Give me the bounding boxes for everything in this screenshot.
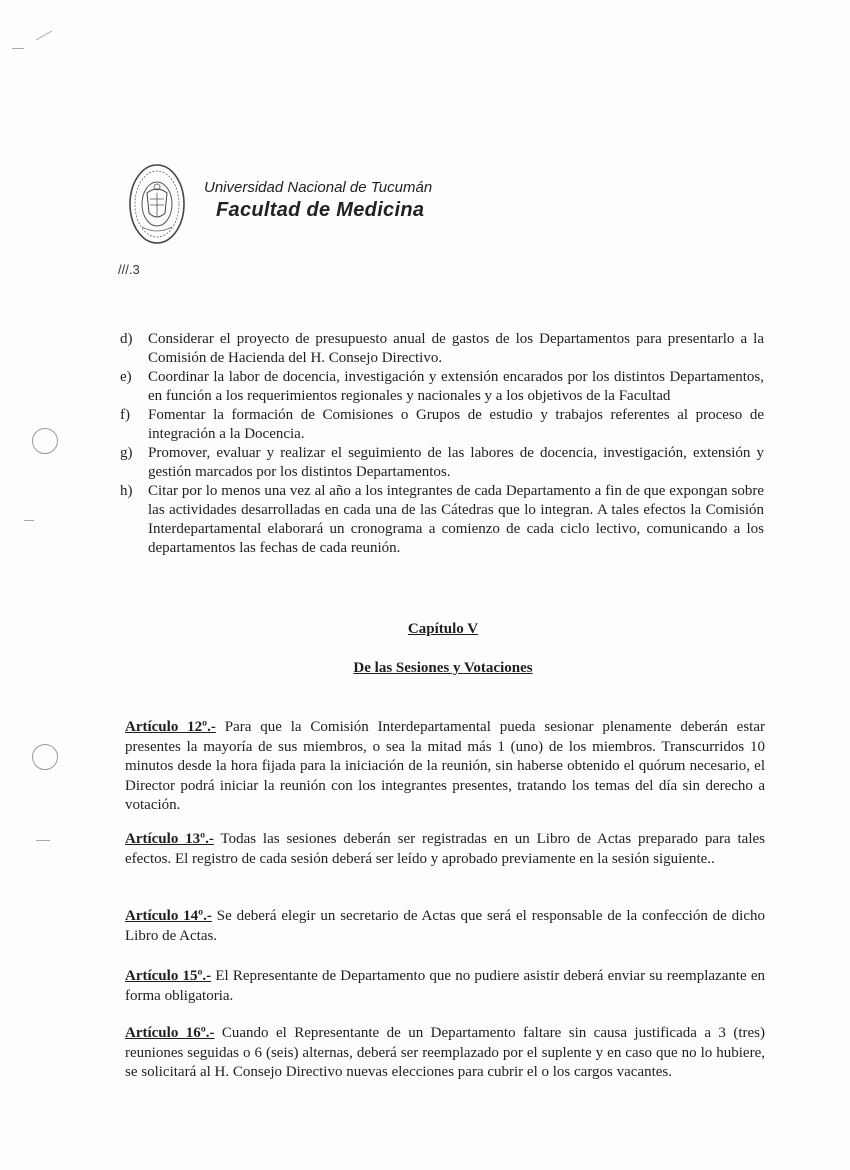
faculty-name: Facultad de Medicina xyxy=(216,199,425,221)
article-label: Artículo 16º.- xyxy=(125,1025,215,1041)
page-reference: ///.3 xyxy=(118,262,140,277)
chapter-title: Capítulo V xyxy=(407,621,479,637)
article-14 xyxy=(125,907,765,946)
article-16 xyxy=(125,1024,765,1083)
list-text: Considerar el proyecto de presupuesto anual de gastos de los Departamentos para presentarlo a la Comisión de Hacienda del H. Consejo Directivo. xyxy=(148,331,764,366)
list-text: Fomentar la formación de Comisiones o Grupos de estudio y trabajos referentes al proceso de integración a la Docencia. xyxy=(148,407,764,442)
list-text: Citar por lo menos una vez al año a los integrantes de cada Departamento a fin de que expongan sobre las actividades desarrolladas en cada una de las Cátedras que lo integran. A tales efectos la Comisión Interdepartamental elaborará un cronograma a comienzo de cada ciclo lectivo, comunicando a los departamentos las fechas de cada reunión. xyxy=(148,483,764,556)
scan-mark xyxy=(36,31,52,41)
chapter-subtitle: De las Sesiones y Votaciones xyxy=(353,660,533,676)
list-letter: f) xyxy=(120,407,130,423)
list-letter: h) xyxy=(120,483,133,499)
article-label: Artículo 12º.- xyxy=(125,719,216,735)
article-text: El Representante de Departamento que no pudiere asistir deberá enviar su reemplazante en forma obligatoria. xyxy=(125,968,765,1004)
list-item xyxy=(120,330,764,368)
list-letter: g) xyxy=(120,445,133,461)
list-item xyxy=(120,482,764,558)
article-label: Artículo 15º.- xyxy=(125,968,212,984)
article-text: Todas las sesiones deberán ser registradas en un Libro de Actas preparado para tales efectos. El registro de cada sesión deberá ser leído y aprobado previamente en la sesión siguiente.. xyxy=(125,831,765,867)
university-seal-icon xyxy=(128,163,186,245)
article-text: Cuando el Representante de un Departamento faltare sin causa justificada a 3 (tres) reuniones seguidas o 6 (seis) alternas, deberá ser reemplazado por el suplente y en caso que no lo hubiere, se solicitará al H. Consejo Directivo nuevas elecciones para cubrir el o los cargos vacantes. xyxy=(125,1025,765,1080)
article-text: Se deberá elegir un secretario de Actas que será el responsable de la confección de dicho Libro de Actas. xyxy=(125,908,765,944)
scan-mark xyxy=(36,840,50,841)
punch-hole-top xyxy=(32,428,58,454)
scan-mark xyxy=(12,48,24,49)
list-text: Coordinar la labor de docencia, investigación y extensión encarados por los distintos Departamentos, en función a los requerimientos regionales y nacionales y a los objetivos de la Facultad xyxy=(148,369,764,404)
article-label: Artículo 14º.- xyxy=(125,908,212,924)
article-label: Artículo 13º.- xyxy=(125,831,214,847)
university-name: Universidad Nacional de Tucumán xyxy=(204,179,433,196)
list-item xyxy=(120,368,764,406)
article-15 xyxy=(125,967,765,1006)
list-item xyxy=(120,444,764,482)
article-12 xyxy=(125,718,765,816)
list-letter: e) xyxy=(120,369,132,385)
functions-list xyxy=(120,330,764,558)
punch-hole-bottom xyxy=(32,744,58,770)
list-text: Promover, evaluar y realizar el seguimiento de las labores de docencia, investigación, extensión y gestión marcados por los distintos Departamentos. xyxy=(148,445,764,480)
article-13 xyxy=(125,830,765,869)
list-item xyxy=(120,406,764,444)
scan-mark xyxy=(24,520,34,521)
article-text: Para que la Comisión Interdepartamental pueda sesionar plenamente deberán estar presentes la mayoría de sus miembros, o sea la mitad más 1 (uno) de los miembros. Transcurridos 10 minutos desde la hora fijada para la iniciación de la reunión, sin haberse obtenido el quórum necesario, el Director podrá iniciar la reunión con los integrantes presentes, tratando los temas del día sin derecho a votación. xyxy=(125,719,765,813)
list-letter: d) xyxy=(120,331,133,347)
